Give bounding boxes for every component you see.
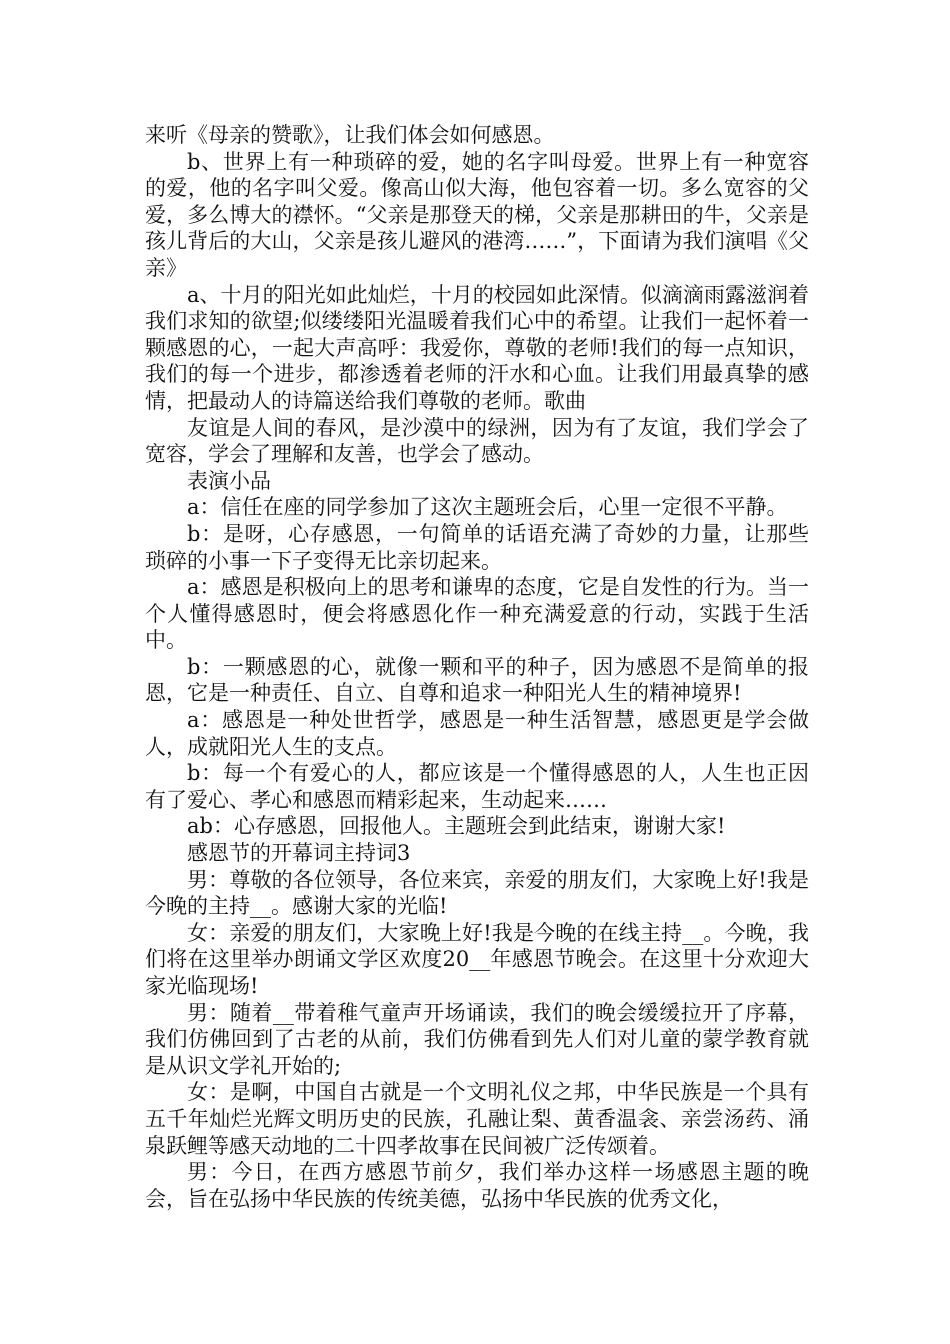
document-page: [145, 122, 809, 1212]
paragraph: 女：亲爱的朋友们，大家晚上好!我是今晚的在线主持__。今晚，我们将在这里举办朗诵文学区欢度20__年感恩节晚会。在这里十分欢迎大家光临现场!: [145, 920, 809, 998]
paragraph: 女：是啊，中国自古就是一个文明礼仪之邦，中华民族是一个具有五千年灿烂光辉文明历史的民族，孔融让梨、黄香温衾、亲尝汤药、涌泉跃鲤等感天动地的二十四孝故事在民间被广泛传颂着。: [145, 1080, 809, 1158]
section-heading: 感恩节的开幕词主持词3: [187, 841, 411, 866]
paragraph: 表演小品: [187, 468, 271, 493]
paragraph: ab：心存感恩，回报他人。主题班会到此结束，谢谢大家!: [187, 814, 726, 839]
paragraph: 来听《母亲的赞歌》，让我们体会如何感恩。: [145, 123, 555, 147]
paragraph: a、十月的阳光如此灿烂，十月的校园如此深情。似滴滴雨露滋润着我们求知的欲望;似缕缕阳光温暖着我们心中的希望。让我们一起怀着一颗感恩的心，一起大声高呼：我爱你，尊敬的老师!我们的每一点知识，我们的每一个进步，都渗透着老师的汗水和心血。让我们用最真挚的感情，把最动人的诗篇送给我们尊敬的老师。歌曲: [145, 282, 809, 413]
paragraph: 男：随着__带着稚气童声开场诵读，我们的晚会缓缓拉开了序幕，我们仿佛回到了古老的从前，我们仿佛看到先人们对儿童的蒙学教育就是从识文学礼开始的;: [145, 1000, 809, 1078]
paragraph: b：一颗感恩的心，就像一颗和平的种子，因为感恩不是简单的报恩，它是一种责任、自立、自尊和追求一种阳光人生的精神境界!: [145, 654, 809, 706]
paragraph: 友谊是人间的春风，是沙漠中的绿洲，因为有了友谊，我们学会了宽容，学会了理解和友善，也学会了感动。: [145, 415, 809, 467]
paragraph: b：是呀，心存感恩，一句简单的话语充满了奇妙的力量，让那些琐碎的小事一下子变得无比亲切起来。: [145, 521, 809, 573]
paragraph: a：感恩是一种处世哲学，感恩是一种生活智慧，感恩更是学会做人，成就阳光人生的支点。: [145, 708, 809, 759]
paragraph: 男：今日，在西方感恩节前夕，我们举办这样一场感恩主题的晚会，旨在弘扬中华民族的传统美德，弘扬中华民族的优秀文化，: [145, 1160, 809, 1211]
paragraph: a：信任在座的同学参加了这次主题班会后，心里一定很不平静。: [187, 495, 788, 520]
paragraph: a：感恩是积极向上的思考和谦卑的态度，它是自发性的行为。当一个人懂得感恩时，便会将感恩化作一种充满爱意的行动，实践于生活中。: [145, 575, 809, 653]
paragraph: 男：尊敬的各位领导，各位来宾，亲爱的朋友们，大家晚上好!我是今晚的主持__。感谢大家的光临!: [145, 867, 809, 919]
paragraph: b、世界上有一种琐碎的爱，她的名字叫母爱。世界上有一种宽容的爱，他的名字叫父爱。像高山似大海，他包容着一切。多么宽容的父爱，多么博大的襟怀。“父亲是那登天的梯，父亲是那耕田的牛，父亲是孩儿背后的大山，父亲是孩儿避风的港湾……”，下面请为我们演唱《父亲》: [145, 149, 809, 280]
paragraph: b：每一个有爱心的人，都应该是一个懂得感恩的人，人生也正因有了爱心、孝心和感恩而精彩起来，生动起来……: [145, 761, 809, 812]
